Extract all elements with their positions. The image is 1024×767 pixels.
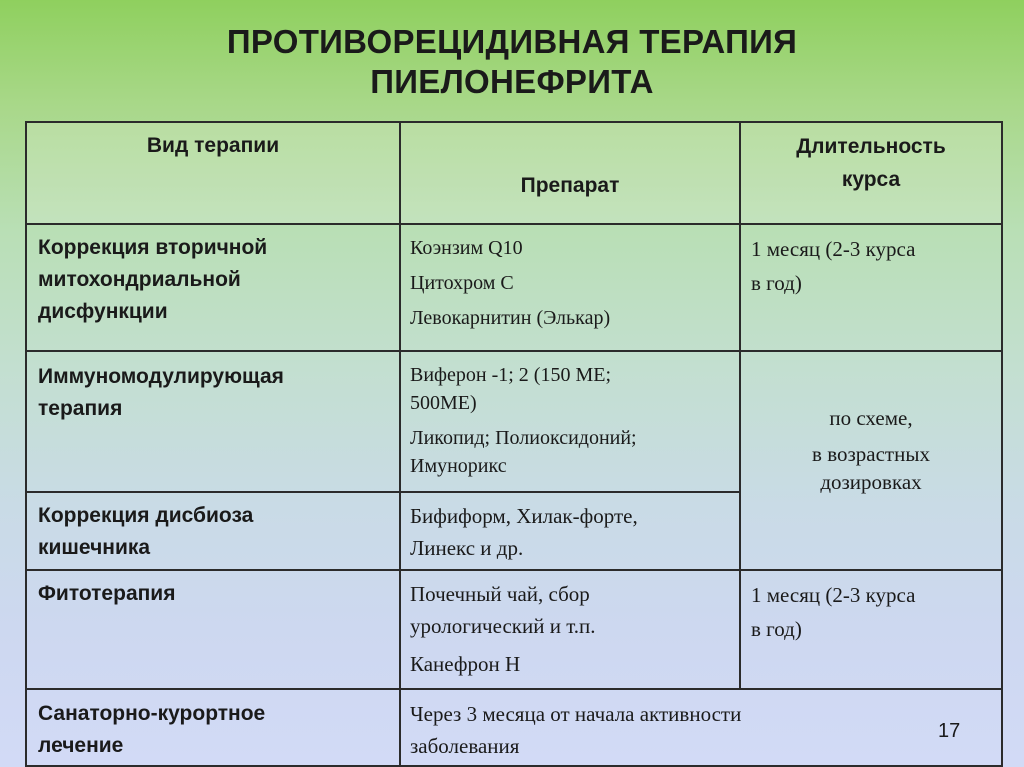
row-4-drugs (410, 578, 736, 680)
table-border-top (26, 121, 1003, 123)
row-1-therapy-line: Коррекция вторичной (38, 236, 268, 259)
drug-item: Левокарнитин (Элькар) (410, 307, 611, 329)
row-4-duration-line: 1 месяц (2-3 курса (751, 583, 916, 607)
header-drug (400, 170, 740, 202)
row-5-therapy (38, 698, 393, 762)
header-therapy-type (26, 130, 400, 162)
row-1-duration-line: в год) (751, 271, 802, 295)
drug-item: Цитохром С (410, 272, 514, 294)
drug-item: урологический и т.п. (410, 614, 596, 638)
drug-item: Коэнзим Q10 (410, 237, 523, 259)
merged-duration-line: в возрастных (812, 442, 930, 466)
row-1-drugs (410, 231, 736, 336)
row-2-drugs (410, 361, 736, 480)
drug-item: Виферон -1; 2 (150 МЕ; (410, 364, 612, 386)
header-drug-text: Препарат (520, 174, 620, 197)
drug-item: Бифиформ, Хилак-форте, (410, 504, 638, 528)
row-2-therapy-line: Иммуномодулирующая (38, 365, 284, 388)
header-duration (740, 130, 1002, 196)
drug-item: Ликопид; Полиоксидоний; (410, 427, 637, 449)
row-2-therapy-line: терапия (38, 397, 123, 420)
drug-item: Почечный чай, сбор (410, 582, 590, 606)
row-3-therapy (38, 500, 393, 564)
row-1-therapy-line: митохондриальной (38, 268, 241, 291)
row-1-therapy (38, 232, 393, 328)
drug-item: заболевания (410, 734, 520, 758)
row-divider-2 (26, 491, 740, 493)
row-4-therapy-line: Фитотерапия (38, 582, 176, 605)
table-border-left (25, 121, 27, 767)
row-divider-1 (26, 350, 1002, 352)
row-divider-4 (26, 688, 1002, 690)
row-3-therapy-line: кишечника (38, 536, 151, 559)
slide-title-line-1: ПРОТИВОРЕЦИДИВНАЯ ТЕРАПИЯ (226, 23, 798, 60)
row-2-therapy (38, 361, 393, 425)
merged-duration-line: по схеме, (829, 406, 913, 430)
row-4-therapy (38, 578, 393, 610)
row-divider-3 (26, 569, 1002, 571)
row-1-duration (751, 232, 999, 300)
row-1-duration-line: 1 месяц (2-3 курса (751, 237, 916, 261)
row-4-duration (751, 578, 999, 646)
slide-title-line-2: ПИЕЛОНЕФРИТА (370, 63, 654, 100)
drug-item: Через 3 месяца от начала активности (410, 702, 742, 726)
header-duration-line-1: Длительность (796, 135, 946, 158)
row-3-therapy-line: Коррекция дисбиоза (38, 504, 254, 527)
drug-item: Линекс и др. (410, 536, 524, 560)
merged-duration (740, 400, 1002, 500)
row-4-duration-line: в год) (751, 617, 802, 641)
row-1-therapy-line: дисфункции (38, 300, 168, 323)
column-divider-1 (399, 121, 401, 767)
drug-item: 500МЕ) (410, 392, 477, 414)
slide-title (0, 22, 1024, 102)
row-5-therapy-line: лечение (38, 734, 124, 757)
header-therapy-type-text: Вид терапии (146, 134, 280, 157)
row-5-drugs (410, 698, 930, 762)
merged-duration-line: дозировках (820, 470, 922, 494)
row-3-drugs (410, 500, 736, 564)
header-duration-line-2: курса (841, 168, 901, 191)
drug-item: Имунорикс (410, 455, 507, 477)
drug-item: Канефрон Н (410, 652, 521, 676)
row-divider-header (26, 223, 1002, 225)
page-number: 17 (938, 720, 961, 742)
row-5-therapy-line: Санаторно-курортное (38, 702, 266, 725)
